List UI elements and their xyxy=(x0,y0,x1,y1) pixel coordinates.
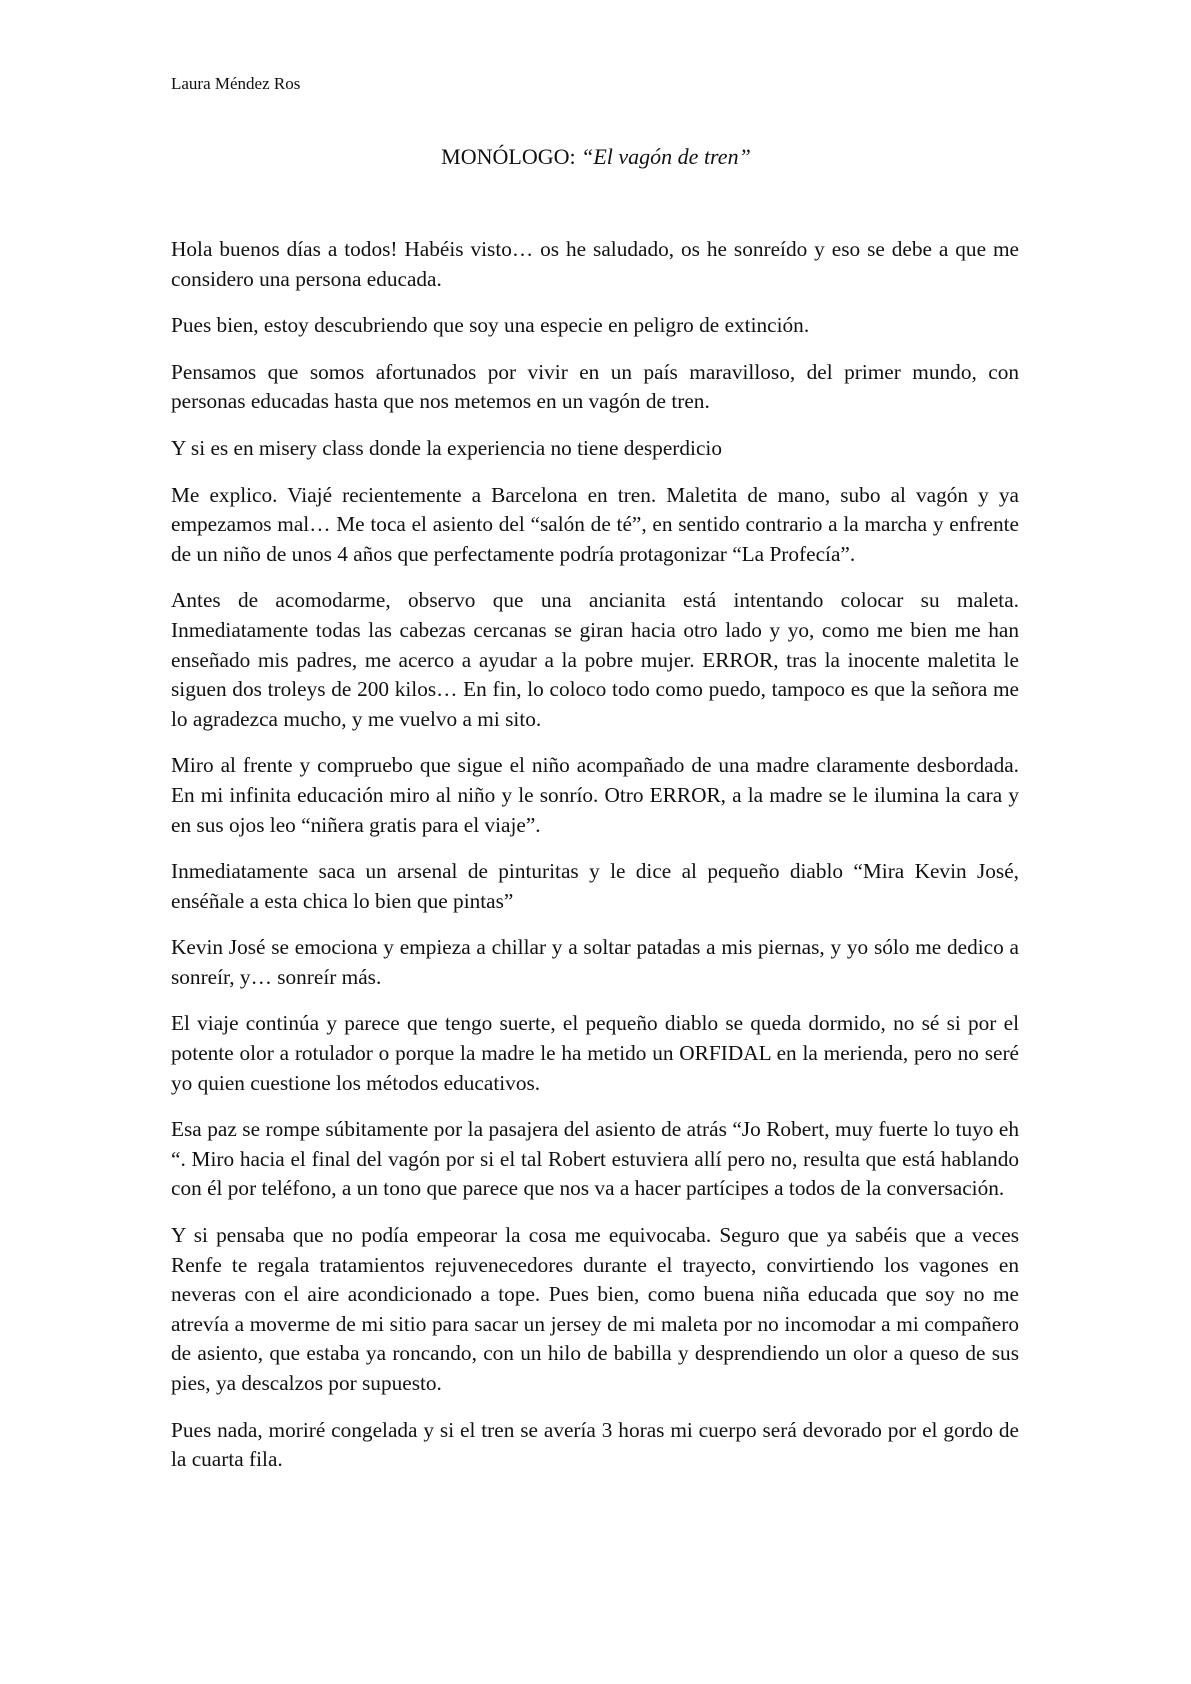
paragraph: Antes de acomodarme, observo que una ancianita está intentando colocar su maleta. Inmediatamente todas las cabezas cercanas se giran hacia otro lado y yo, como me bien me han enseñado mis padres, me acerco a ayudar a la pobre mujer. ERROR, tras la inocente maletita le siguen dos troleys de 200 kilos… En fin, lo coloco todo como puedo, tampoco es que la señora me lo agradezca mucho, y me vuelvo a mi sito. xyxy=(171,588,1019,731)
paragraph: Pues nada, moriré congelada y si el tren se avería 3 horas mi cuerpo será devorado por el gordo de la cuarta fila. xyxy=(171,1417,1019,1472)
author-name: Laura Méndez Ros xyxy=(171,74,301,93)
page-title xyxy=(171,142,1021,172)
monologue-body xyxy=(171,235,1019,1492)
paragraph: Miro al frente y compruebo que sigue el niño acompañado de una madre claramente desbordada. En mi infinita educación miro al niño y le sonrío. Otro ERROR, a la madre se le ilumina la cara y en sus ojos leo “niñera gratis para el viaje”. xyxy=(171,753,1019,837)
paragraph: Pues bien, estoy descubriendo que soy una especie en peligro de extinción. xyxy=(171,313,810,338)
paragraph: El viaje continúa y parece que tengo suerte, el pequeño diablo se queda dormido, no sé si por el potente olor a rotulador o porque la madre le ha metido un ORFIDAL en la merienda, pero no seré yo quien cuestione los métodos educativos. xyxy=(171,1011,1019,1095)
paragraph: Me explico. Viajé recientemente a Barcelona en tren. Maletita de mano, subo al vagón y ya empezamos mal… Me toca el asiento del “salón de té”, en sentido contrario a la marcha y enfrente de un niño de unos 4 años que perfectamente podría protagonizar “La Profecía”. xyxy=(171,482,1019,566)
paragraph: Esa paz se rompe súbitamente por la pasajera del asiento de atrás “Jo Robert, muy fuerte lo tuyo eh “. Miro hacia el final del vagón por si el tal Robert estuviera allí pero no, resulta que está hablando con él por teléfono, a un tono que parece que nos va a hacer partícipes a todos de la conversación. xyxy=(171,1117,1019,1201)
paragraph: Kevin José se emociona y empieza a chillar y a soltar patadas a mis piernas, y yo sólo me dedico a sonreír, y… sonreír más. xyxy=(171,935,1019,989)
title-work: “El vagón de tren” xyxy=(581,144,751,169)
paragraph: Pensamos que somos afortunados por vivir en un país maravilloso, del primer mundo, con personas educadas hasta que nos metemos en un vagón de tren. xyxy=(171,359,1019,414)
paragraph: Y si es en misery class donde la experiencia no tiene desperdicio xyxy=(171,435,722,460)
paragraph: Inmediatamente saca un arsenal de pinturitas y le dice al pequeño diablo “Mira Kevin José, enséñale a esta chica lo bien que pintas” xyxy=(171,859,1019,913)
paragraph: Y si pensaba que no podía empeorar la cosa me equivocaba. Seguro que ya sabéis que a veces Renfe te regala tratamientos rejuvenecedores durante el trayecto, convirtiendo los vagones en neveras con el aire acondicionado a tope. Pues bien, como buena niña educada que soy no me atrevía a moverme de mi sitio para sacar un jersey de mi maleta por no incomodar a mi compañero de asiento, que estaba ya roncando, con un hilo de babilla y desprendiendo un olor a queso de sus pies, ya descalzos por supuesto. xyxy=(171,1223,1019,1395)
paragraph: Hola buenos días a todos! Habéis visto… os he saludado, os he sonreído y eso se debe a que me considero una persona educada. xyxy=(171,237,1019,291)
title-label: MONÓLOGO: xyxy=(441,144,576,169)
